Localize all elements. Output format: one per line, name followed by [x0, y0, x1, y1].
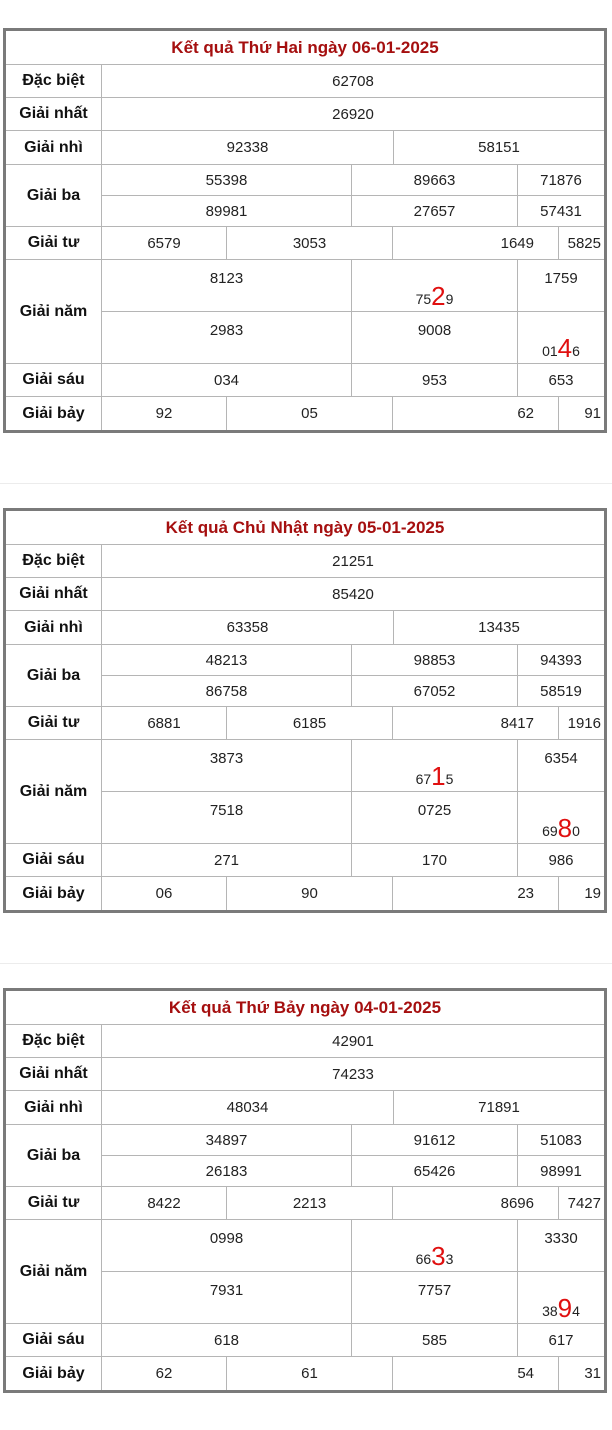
highlight-digit: 4: [557, 333, 573, 363]
label-giai-nhat: Giải nhất: [6, 578, 102, 610]
value-dac-biet: 62708: [332, 72, 374, 90]
row-giai-tu: [6, 1187, 604, 1220]
digits-pre: 69: [542, 823, 558, 839]
label-giai-tu: Giải tư: [6, 707, 102, 739]
row-dac-biet: [6, 1025, 604, 1058]
value-giai-bay: 23: [393, 877, 559, 910]
result-title: Kết quả Thứ Hai ngày 06-01-2025: [6, 31, 604, 65]
value-dac-biet: 21251: [332, 552, 374, 570]
row-giai-ba: [6, 1125, 604, 1187]
value-giai-nhi: 13435: [478, 619, 520, 636]
value-giai-ba: 57431: [540, 202, 582, 220]
label-giai-tu: Giải tư: [6, 1187, 102, 1219]
value-giai-sau: 653: [548, 371, 574, 389]
digits-post: 0: [572, 823, 580, 839]
value-giai-nam: 7518: [102, 792, 352, 843]
value-giai-sau: 618: [102, 1324, 352, 1356]
value-giai-nam: 7757: [352, 1272, 518, 1323]
row-giai-nhi: [6, 1091, 604, 1125]
label-giai-nhi: Giải nhì: [6, 131, 102, 164]
value-giai-sau: 585: [352, 1324, 518, 1356]
value-giai-nam: 1759: [544, 270, 578, 287]
value-giai-bay: 19: [584, 885, 601, 902]
highlight-digit: 1: [431, 761, 446, 791]
label-giai-sau: Giải sáu: [6, 1324, 102, 1356]
value-giai-ba: 51083: [540, 1131, 582, 1149]
label-giai-nhi: Giải nhì: [6, 1091, 102, 1124]
label-dac-biet: Đặc biệt: [6, 65, 102, 97]
row-giai-tu: [6, 707, 604, 740]
value-giai-nam: 7931: [102, 1272, 352, 1323]
value-giai-ba: 55398: [102, 165, 352, 195]
value-giai-tu: 2213: [227, 1187, 393, 1219]
value-giai-nam: 9008: [352, 312, 518, 363]
label-dac-biet: Đặc biệt: [6, 1025, 102, 1057]
value-giai-ba: 94393: [540, 651, 582, 669]
digits-pre: 38: [542, 1303, 558, 1319]
result-title: Kết quả Chủ Nhật ngày 05-01-2025: [6, 511, 604, 545]
row-giai-sau: [6, 844, 604, 877]
value-giai-nhi: 71891: [478, 1099, 520, 1116]
value-giai-bay: 06: [102, 877, 227, 910]
value-giai-tu: 6579: [102, 227, 227, 259]
label-giai-tu: Giải tư: [6, 227, 102, 259]
row-giai-nhi: [6, 611, 604, 645]
value-giai-ba: 98991: [540, 1162, 582, 1180]
value-giai-sau: 034: [102, 364, 352, 396]
value-giai-tu: 1916: [567, 714, 601, 732]
label-giai-ba: Giải ba: [6, 165, 102, 226]
value-giai-bay: 05: [227, 397, 393, 430]
row-giai-nhat: [6, 1058, 604, 1091]
value-giai-nam-highlight: [518, 792, 604, 843]
value-giai-nam: 3330: [544, 1230, 578, 1247]
label-giai-sau: Giải sáu: [6, 844, 102, 876]
value-giai-bay: 91: [584, 405, 601, 422]
value-giai-nhat: 26920: [332, 105, 374, 123]
value-giai-tu: 8422: [102, 1187, 227, 1219]
value-giai-ba: 65426: [352, 1156, 518, 1186]
label-giai-nam: Giải năm: [6, 1220, 102, 1323]
value-giai-tu: 1649: [393, 227, 559, 259]
digits-post: 3: [445, 1251, 454, 1267]
value-dac-biet: 42901: [332, 1032, 374, 1050]
row-giai-nam: [6, 260, 604, 364]
value-giai-nam-highlight: [352, 260, 518, 311]
value-giai-nam: 2983: [102, 312, 352, 363]
value-giai-tu: 7427: [567, 1194, 601, 1212]
value-giai-sau: 271: [102, 844, 352, 876]
label-giai-bay: Giải bảy: [6, 1357, 102, 1390]
value-giai-tu: 5825: [567, 234, 601, 252]
value-giai-ba: 89981: [102, 196, 352, 226]
value-giai-ba: 98853: [352, 645, 518, 675]
result-table: [3, 28, 607, 433]
digits-pre: 75: [415, 291, 432, 307]
value-giai-tu: 3053: [227, 227, 393, 259]
label-giai-nhi: Giải nhì: [6, 611, 102, 644]
value-giai-bay: 61: [227, 1357, 393, 1390]
result-title: Kết quả Thứ Bảy ngày 04-01-2025: [6, 991, 604, 1025]
value-giai-nam: 8123: [102, 260, 352, 311]
value-giai-ba: 67052: [352, 676, 518, 706]
value-giai-nam-highlight: [518, 312, 604, 363]
label-giai-sau: Giải sáu: [6, 364, 102, 396]
value-giai-ba: 58519: [540, 682, 582, 700]
value-giai-ba: 71876: [540, 171, 582, 189]
label-giai-nhat: Giải nhất: [6, 1058, 102, 1090]
value-giai-nhi: 48034: [102, 1091, 394, 1124]
value-giai-nhat: 85420: [332, 585, 374, 603]
row-giai-sau: [6, 1324, 604, 1357]
highlight-digit: 8: [557, 813, 573, 843]
row-giai-nhi: [6, 131, 604, 165]
highlight-digit: 9: [557, 1293, 573, 1323]
row-giai-nhat: [6, 98, 604, 131]
value-giai-ba: 86758: [102, 676, 352, 706]
value-giai-nhi: 63358: [102, 611, 394, 644]
digits-post: 4: [572, 1303, 580, 1319]
digits-pre: 01: [542, 343, 558, 359]
value-giai-tu: 8417: [393, 707, 559, 739]
divider: [0, 963, 612, 964]
label-giai-bay: Giải bảy: [6, 877, 102, 910]
value-giai-nhat: 74233: [332, 1065, 374, 1083]
row-giai-sau: [6, 364, 604, 397]
value-giai-bay: 31: [584, 1365, 601, 1382]
value-giai-bay: 90: [227, 877, 393, 910]
row-giai-nam: [6, 1220, 604, 1324]
highlight-digit: 3: [431, 1241, 446, 1271]
value-giai-ba: 89663: [352, 165, 518, 195]
value-giai-nam: 6354: [544, 750, 578, 767]
value-giai-nam-highlight: [352, 1220, 518, 1271]
label-dac-biet: Đặc biệt: [6, 545, 102, 577]
value-giai-ba: 26183: [102, 1156, 352, 1186]
row-giai-bay: [6, 1357, 604, 1390]
value-giai-nam: 0998: [102, 1220, 352, 1271]
label-giai-ba: Giải ba: [6, 645, 102, 706]
label-giai-nam: Giải năm: [6, 260, 102, 363]
value-giai-bay: 92: [102, 397, 227, 430]
row-dac-biet: [6, 545, 604, 578]
value-giai-bay: 54: [393, 1357, 559, 1390]
value-giai-ba: 34897: [102, 1125, 352, 1155]
value-giai-ba: 91612: [352, 1125, 518, 1155]
value-giai-bay: 62: [393, 397, 559, 430]
result-table: [3, 508, 607, 913]
row-giai-ba: [6, 645, 604, 707]
label-giai-bay: Giải bảy: [6, 397, 102, 430]
highlight-digit: 2: [431, 281, 446, 311]
value-giai-nam-highlight: [352, 740, 518, 791]
row-giai-nhat: [6, 578, 604, 611]
value-giai-sau: 986: [548, 851, 574, 869]
divider: [0, 483, 612, 484]
row-giai-ba: [6, 165, 604, 227]
value-giai-nam: 3873: [102, 740, 352, 791]
value-giai-nam-highlight: [518, 1272, 604, 1323]
digits-pre: 66: [415, 1251, 432, 1267]
value-giai-sau: 617: [548, 1331, 574, 1349]
row-giai-nam: [6, 740, 604, 844]
value-giai-nhi: 92338: [102, 131, 394, 164]
row-giai-bay: [6, 397, 604, 430]
value-giai-nhi: 58151: [478, 139, 520, 156]
digits-post: 5: [445, 771, 454, 787]
value-giai-bay: 62: [102, 1357, 227, 1390]
row-giai-tu: [6, 227, 604, 260]
label-giai-ba: Giải ba: [6, 1125, 102, 1186]
value-giai-nam: 0725: [352, 792, 518, 843]
digits-pre: 67: [415, 771, 432, 787]
row-giai-bay: [6, 877, 604, 910]
value-giai-ba: 27657: [352, 196, 518, 226]
digits-post: 9: [445, 291, 454, 307]
value-giai-tu: 8696: [393, 1187, 559, 1219]
row-dac-biet: [6, 65, 604, 98]
value-giai-sau: 170: [352, 844, 518, 876]
value-giai-tu: 6185: [227, 707, 393, 739]
value-giai-ba: 48213: [102, 645, 352, 675]
result-table: [3, 988, 607, 1393]
value-giai-tu: 6881: [102, 707, 227, 739]
label-giai-nhat: Giải nhất: [6, 98, 102, 130]
label-giai-nam: Giải năm: [6, 740, 102, 843]
value-giai-sau: 953: [352, 364, 518, 396]
digits-post: 6: [572, 343, 580, 359]
